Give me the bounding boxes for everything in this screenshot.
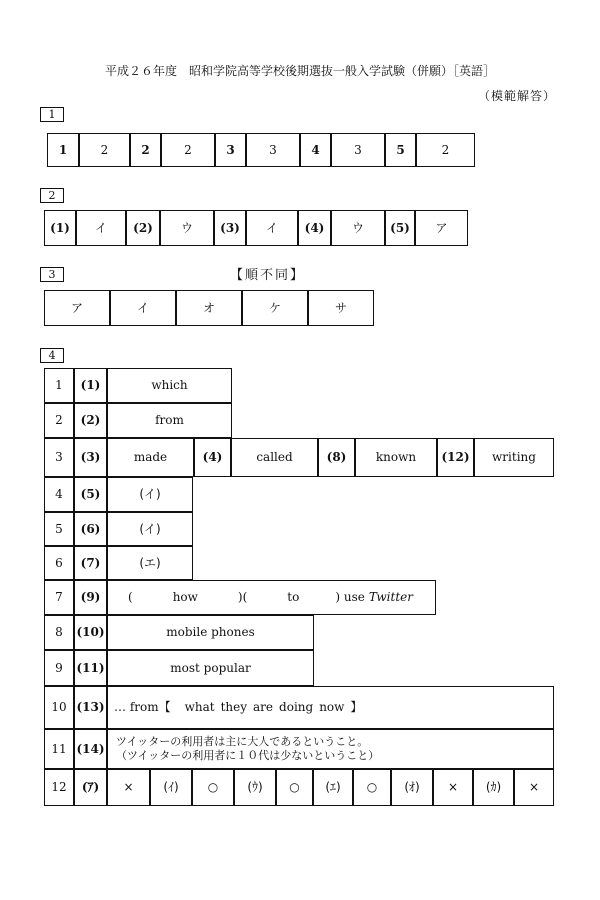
section-1-label: 1: [40, 107, 64, 122]
q4-7-word-to: to: [287, 590, 300, 604]
q4-10-word: what: [184, 700, 215, 714]
q4-12-sub-label: (ｵ): [391, 769, 433, 806]
q4-3-label-4: (4): [194, 438, 231, 477]
q4-12-mark: ○: [276, 769, 313, 806]
q4-6-answer: (エ): [107, 546, 193, 580]
q4-row-number: 9: [44, 650, 74, 686]
q4-row-number: 10: [44, 686, 74, 729]
q1-number: 3: [215, 133, 246, 167]
q4-sub-label: (11): [74, 650, 107, 686]
q4-row-number: 11: [44, 729, 74, 769]
q4-7-tail: ) use: [335, 590, 365, 604]
q2-number: (5): [385, 210, 415, 246]
q4-sub-label: (14): [74, 729, 107, 769]
q2-number: (2): [126, 210, 160, 246]
q4-sub-label: (ｱ): [74, 769, 107, 806]
q4-12-sub-label: (ｶ): [473, 769, 514, 806]
q1-answer: 2: [161, 133, 215, 167]
q4-1-answer: which: [107, 368, 232, 403]
section-4-label: 4: [40, 348, 64, 363]
q2-answer: イ: [76, 210, 126, 246]
q4-10-lead: … from【: [114, 700, 171, 714]
q4-7-answer: [107, 580, 436, 615]
q4-12-mark: ○: [353, 769, 391, 806]
q4-8-answer: mobile phones: [107, 615, 314, 650]
q1-number: 5: [385, 133, 416, 167]
q4-sub-label: (3): [74, 438, 107, 477]
q4-sub-label: (5): [74, 477, 107, 512]
q4-sub-label: (1): [74, 368, 107, 403]
section-2-label: 2: [40, 188, 64, 203]
q4-sub-label: (9): [74, 580, 107, 615]
q2-answer: ア: [415, 210, 468, 246]
q1-answer: 3: [246, 133, 300, 167]
q2-answer: ウ: [331, 210, 385, 246]
q3-answer: オ: [176, 290, 242, 326]
q2-number: (4): [298, 210, 331, 246]
q1-number: 1: [47, 133, 79, 167]
q4-12-sub-label: (ｲ): [150, 769, 192, 806]
q4-5-answer: (イ): [107, 512, 193, 546]
page-subtitle: （模範解答）: [477, 89, 556, 103]
q3-answer: サ: [308, 290, 374, 326]
q2-number: (3): [214, 210, 246, 246]
q4-11-answer: [107, 729, 554, 769]
q4-sub-label: (13): [74, 686, 107, 729]
q4-10-word: they: [220, 700, 248, 714]
q4-12-mark: ○: [192, 769, 234, 806]
q1-answer: 3: [331, 133, 385, 167]
q3-answer: ケ: [242, 290, 308, 326]
q4-10-answer: [107, 686, 554, 729]
section-3-label: 3: [40, 267, 64, 282]
q4-12-mark: ×: [514, 769, 554, 806]
q4-sub-label: (2): [74, 403, 107, 438]
q1-answer: 2: [416, 133, 475, 167]
q2-answer: ウ: [160, 210, 214, 246]
q4-7-close-open-paren: )(: [237, 590, 248, 604]
q4-12-sub-label: (ｳ): [234, 769, 276, 806]
q4-sub-label: (7): [74, 546, 107, 580]
q4-10-close: 】: [350, 700, 363, 714]
q4-10-word: now: [319, 700, 345, 714]
q4-10-word: are: [253, 700, 274, 714]
q4-3-answer-made: made: [107, 438, 194, 477]
q4-7-twitter: Twitter: [368, 590, 413, 604]
q1-number: 4: [300, 133, 331, 167]
q4-row-number: 4: [44, 477, 74, 512]
q4-row-number: 12: [44, 769, 74, 806]
q4-12-mark: ×: [433, 769, 473, 806]
q4-7-open-paren: (: [128, 590, 133, 604]
q4-row-number: 2: [44, 403, 74, 438]
q4-3-label-12: (12): [437, 438, 474, 477]
q4-12-mark: ×: [107, 769, 150, 806]
q4-sub-label: (10): [74, 615, 107, 650]
q4-row-number: 6: [44, 546, 74, 580]
q3-answer: ア: [44, 290, 110, 326]
q4-3-answer-writing: writing: [474, 438, 554, 477]
q4-2-answer: from: [107, 403, 232, 438]
q4-3-label-8: (8): [318, 438, 355, 477]
q4-3-answer-called: called: [231, 438, 318, 477]
q2-number: (1): [44, 210, 76, 246]
q3-answer: イ: [110, 290, 176, 326]
q4-11-line-2: （ツイッターの利用者に１０代は少ないということ）: [116, 749, 380, 762]
q4-12-sub-label: (ｴ): [313, 769, 353, 806]
q4-row-number: 5: [44, 512, 74, 546]
q4-row-number: 7: [44, 580, 74, 615]
q4-3-answer-known: known: [355, 438, 437, 477]
q4-10-word: doing: [279, 700, 314, 714]
q4-row-number: 8: [44, 615, 74, 650]
q2-answer: イ: [246, 210, 298, 246]
q4-sub-label: (6): [74, 512, 107, 546]
q4-11-line-1: ツイッターの利用者は主に大人であるということ。: [116, 735, 369, 749]
q1-number: 2: [130, 133, 161, 167]
section-3-note: 【順不同】: [230, 268, 306, 283]
q4-9-answer: most popular: [107, 650, 314, 686]
q4-row-number: 3: [44, 438, 74, 477]
q1-answer: 2: [79, 133, 130, 167]
q4-row-number: 1: [44, 368, 74, 403]
q4-7-word-how: how: [172, 590, 198, 604]
q4-4-answer: (イ): [107, 477, 193, 512]
page-title: 平成２６年度 昭和学院高等学校後期選抜一般入学試験（併願）［英語］: [104, 64, 495, 78]
